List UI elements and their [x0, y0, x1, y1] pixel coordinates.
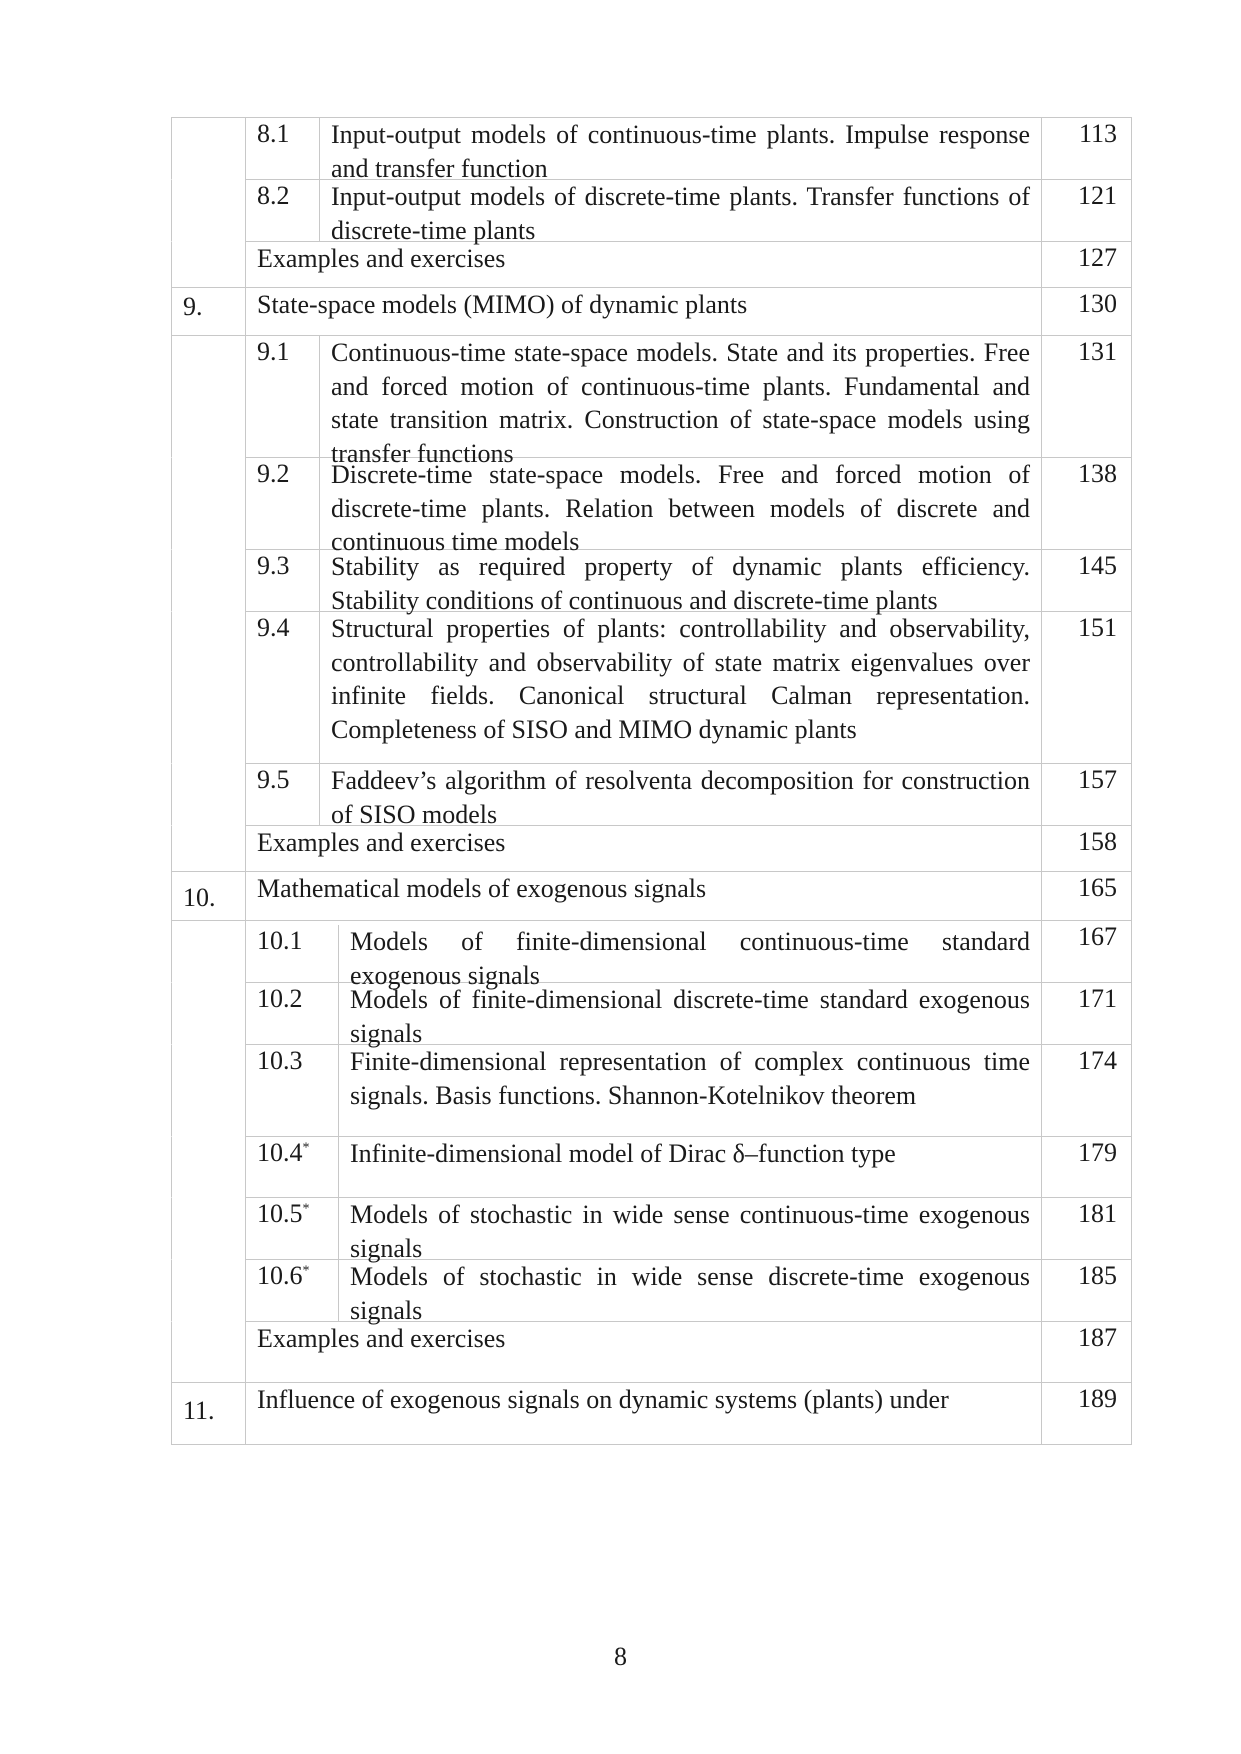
page-ref: 131	[1041, 336, 1132, 457]
section-number: 10.3	[257, 1046, 303, 1075]
section-number-cell	[246, 764, 320, 825]
chapter-number-cell	[171, 457, 245, 549]
toc-row	[171, 117, 1132, 183]
toc-row	[171, 179, 1132, 245]
chapter-row	[171, 1382, 1132, 1445]
toc-row	[171, 1259, 1132, 1325]
entry-cell	[245, 612, 1041, 763]
asterisk-mark: *	[302, 1140, 310, 1156]
toc-row	[171, 241, 1132, 287]
chapter-number-cell	[171, 288, 245, 335]
section-number: 8.2	[257, 181, 290, 210]
entry-cell	[245, 826, 1041, 871]
entry-cell	[245, 242, 1041, 287]
page-ref: 130	[1041, 288, 1132, 335]
page-ref: 189	[1041, 1383, 1132, 1444]
page-ref: 187	[1041, 1322, 1132, 1382]
page-ref: 127	[1041, 242, 1132, 287]
chapter-title: Mathematical models of exogenous signals	[257, 874, 707, 903]
toc-row	[171, 611, 1132, 763]
section-title: Continuous-time state-space models. State and its properties. Free and forced motion of continuous-time plants. Fundamental and state transition matrix. Construction of state-space models using transfer functions	[331, 338, 1030, 468]
entry-cell	[245, 1137, 1041, 1197]
page-ref: 181	[1041, 1198, 1132, 1259]
section-number: 10.4	[257, 1138, 303, 1167]
section-number: 10.2	[257, 984, 303, 1013]
chapter-number: 9.	[183, 292, 203, 321]
entry-cell	[245, 1383, 1041, 1444]
chapter-number-cell	[171, 1321, 245, 1382]
chapter-row	[171, 871, 1132, 920]
toc-row	[171, 1044, 1132, 1136]
chapter-number-cell	[171, 336, 245, 457]
entry-cell	[245, 921, 1041, 990]
chapter-number-cell	[171, 825, 245, 871]
section-number-cell	[246, 925, 339, 982]
toc-row	[171, 982, 1132, 1048]
section-title: Input-output models of continuous-time plants. Impulse response and transfer function	[331, 120, 1030, 183]
asterisk-mark: *	[302, 1263, 310, 1279]
section-title: Input-output models of discrete-time plants. Transfer functions of discrete-time plants	[331, 182, 1030, 245]
section-number: 9.2	[257, 459, 290, 488]
section-number-cell	[246, 550, 320, 611]
entry-cell	[245, 180, 1041, 245]
entry-cell	[245, 872, 1041, 920]
entry-cell	[245, 1045, 1041, 1136]
chapter-number-cell	[171, 982, 245, 1044]
page-ref: 121	[1041, 180, 1132, 241]
chapter-number-cell	[171, 1197, 245, 1259]
chapter-number: 10.	[183, 883, 216, 912]
page-ref: 167	[1041, 921, 1132, 982]
section-number-cell	[246, 612, 320, 763]
toc-row	[171, 763, 1132, 829]
entry-cell	[245, 1322, 1041, 1382]
section-number: 8.1	[257, 119, 290, 148]
chapter-number-cell	[171, 1044, 245, 1136]
section-title: Stability as required property of dynamic plants efficiency. Stability conditions of continuous and discrete-time plants	[331, 552, 1030, 615]
section-number-cell	[246, 458, 320, 549]
section-number-cell	[246, 1198, 339, 1259]
entry-cell	[245, 764, 1041, 829]
entry-cell	[245, 983, 1041, 1048]
page-ref: 138	[1041, 458, 1132, 549]
toc-row	[171, 457, 1132, 556]
section-number: 10.1	[257, 926, 303, 955]
section-number-cell	[246, 180, 320, 241]
toc-row	[171, 335, 1132, 468]
page-ref: 165	[1041, 872, 1132, 920]
chapter-number-cell	[171, 872, 245, 920]
chapter-number-cell	[171, 118, 245, 179]
asterisk-mark: *	[302, 1201, 310, 1217]
section-title: Models of finite-dimensional discrete-time standard exogenous signals	[350, 985, 1030, 1048]
table-of-contents	[171, 117, 1132, 1445]
page-ref: 157	[1041, 764, 1132, 825]
entry-cell	[245, 1260, 1041, 1325]
chapter-number-cell	[171, 179, 245, 241]
toc-row	[171, 825, 1132, 871]
section-title: Models of stochastic in wide sense continuous-time exogenous signals	[350, 1200, 1030, 1263]
page-ref: 185	[1041, 1260, 1132, 1321]
chapter-number-cell	[171, 1259, 245, 1321]
examples-title: Examples and exercises	[257, 244, 506, 273]
section-title: Infinite-dimensional model of Dirac δ–function type	[350, 1139, 896, 1168]
section-title: Models of finite-dimensional continuous-time standard exogenous signals	[350, 927, 1030, 990]
page-ref: 174	[1041, 1045, 1132, 1136]
entry-cell	[245, 1198, 1041, 1263]
toc-row	[171, 1321, 1132, 1382]
page-ref: 151	[1041, 612, 1132, 763]
examples-title: Examples and exercises	[257, 1324, 506, 1353]
section-title: Finite-dimensional representation of complex continuous time signals. Basis functions. Shannon-Kotelnikov theorem	[350, 1047, 1030, 1110]
chapter-number-cell	[171, 241, 245, 287]
page-ref: 171	[1041, 983, 1132, 1044]
chapter-title: State-space models (MIMO) of dynamic plants	[257, 290, 748, 319]
section-number: 9.1	[257, 337, 290, 366]
page-ref: 158	[1041, 826, 1132, 871]
section-number: 9.4	[257, 613, 290, 642]
chapter-number-cell	[171, 549, 245, 611]
chapter-number-cell	[171, 1383, 245, 1444]
section-title: Discrete-time state-space models. Free and forced motion of discrete-time plants. Relation between models of discrete and continuous time models	[331, 460, 1030, 556]
section-number: 9.5	[257, 765, 290, 794]
entry-cell	[245, 550, 1041, 615]
chapter-number-cell	[171, 611, 245, 763]
toc-row	[171, 1197, 1132, 1263]
toc-row	[171, 920, 1132, 990]
entry-cell	[245, 458, 1041, 556]
examples-title: Examples and exercises	[257, 828, 506, 857]
section-title: Structural properties of plants: controllability and observability, controllability and observability of state matrix eigenvalues over infinite fields. Canonical structural Calman representation. Completeness of SISO and MIMO dynamic plants	[331, 614, 1030, 744]
section-title: Models of stochastic in wide sense discrete-time exogenous signals	[350, 1262, 1030, 1325]
section-number-cell	[246, 1260, 339, 1321]
section-number-cell	[246, 1137, 339, 1197]
page-ref: 113	[1041, 118, 1132, 179]
entry-cell	[245, 118, 1041, 183]
entry-cell	[245, 336, 1041, 468]
section-number-cell	[246, 118, 320, 179]
chapter-number-cell	[171, 921, 245, 982]
entry-cell	[245, 288, 1041, 335]
chapter-number-cell	[171, 1136, 245, 1197]
toc-row	[171, 1136, 1132, 1197]
section-number-cell	[246, 336, 320, 457]
chapter-number-cell	[171, 763, 245, 825]
toc-row	[171, 549, 1132, 615]
page-number: 8	[614, 1642, 627, 1671]
chapter-number: 11.	[183, 1396, 215, 1425]
section-number: 9.3	[257, 551, 290, 580]
chapter-title: Influence of exogenous signals on dynamic systems (plants) under	[257, 1385, 949, 1414]
page-ref: 145	[1041, 550, 1132, 611]
section-title: Faddeev’s algorithm of resolventa decomposition for construction of SISO models	[331, 766, 1030, 829]
section-number-cell	[246, 1045, 339, 1136]
section-number-cell	[246, 983, 339, 1044]
section-number: 10.5	[257, 1199, 303, 1228]
chapter-row	[171, 287, 1132, 335]
section-number: 10.6	[257, 1261, 303, 1290]
page-ref: 179	[1041, 1137, 1132, 1197]
